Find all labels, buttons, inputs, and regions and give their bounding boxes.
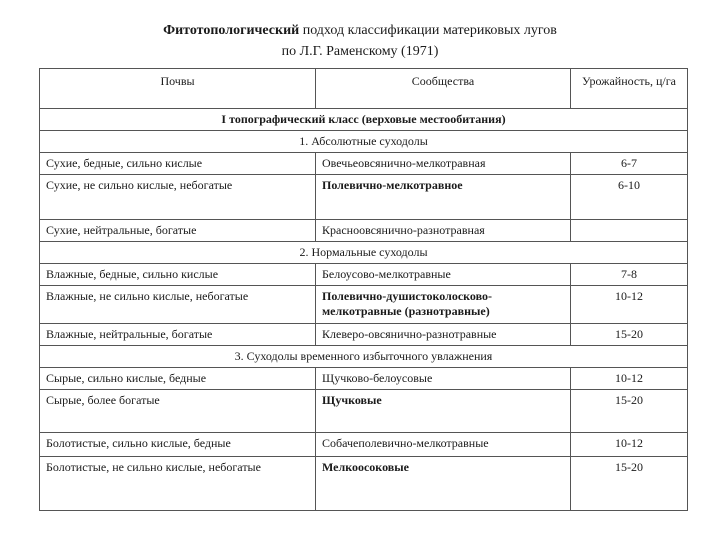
community-cell: Мелкоосоковые — [316, 457, 571, 511]
community-cell: Щучково-белоусовые — [316, 368, 571, 390]
table-row — [40, 457, 688, 511]
section-row — [40, 131, 688, 153]
soil-cell: Влажные, нейтральные, богатые — [40, 324, 316, 346]
community-cell: Овечьеовсянично-мелкотравная — [316, 153, 571, 175]
soil-cell: Болотистые, сильно кислые, бедные — [40, 433, 316, 457]
section-title: 3. Суходолы временного избыточного увлажнения — [40, 346, 688, 368]
community-cell: Белоусово-мелкотравные — [316, 264, 571, 286]
classification-table — [39, 68, 688, 511]
yield-cell: 6-7 — [571, 153, 688, 175]
table-row — [40, 153, 688, 175]
table-row — [40, 324, 688, 346]
section-row — [40, 346, 688, 368]
soil-cell: Влажные, бедные, сильно кислые — [40, 264, 316, 286]
yield-cell: 10-12 — [571, 368, 688, 390]
section-title: 1. Абсолютные суходолы — [40, 131, 688, 153]
table-row — [40, 220, 688, 242]
soil-cell: Сухие, нейтральные, богатые — [40, 220, 316, 242]
table-row — [40, 264, 688, 286]
soil-cell: Сухие, бедные, сильно кислые — [40, 153, 316, 175]
community-cell: Собачеполевично-мелкотравные — [316, 433, 571, 457]
document-title — [0, 20, 720, 62]
header-communities: Сообщества — [316, 69, 571, 109]
community-cell: Щучковые — [316, 390, 571, 433]
class-row — [40, 109, 688, 131]
table-row — [40, 390, 688, 433]
yield-cell: 7-8 — [571, 264, 688, 286]
community-cell: Полевично-мелкотравное — [316, 175, 571, 220]
soil-cell: Влажные, не сильно кислые, небогатые — [40, 286, 316, 324]
yield-cell: 10-12 — [571, 433, 688, 457]
yield-cell: 10-12 — [571, 286, 688, 324]
yield-cell — [571, 220, 688, 242]
table-row — [40, 433, 688, 457]
table-row — [40, 368, 688, 390]
community-cell: Красноовсянично-разнотравная — [316, 220, 571, 242]
title-bold-word: Фитотопологический — [163, 23, 300, 38]
title-line-2: по Л.Г. Раменскому (1971) — [281, 44, 439, 59]
soil-cell: Сырые, сильно кислые, бедные — [40, 368, 316, 390]
class-title: I топографический класс (верховые местообитания) — [40, 109, 688, 131]
title-rest: подход классификации материковых лугов — [299, 23, 557, 38]
section-row — [40, 242, 688, 264]
soil-cell: Сырые, более богатые — [40, 390, 316, 433]
section-title: 2. Нормальные суходолы — [40, 242, 688, 264]
yield-cell: 15-20 — [571, 324, 688, 346]
header-soils: Почвы — [40, 69, 316, 109]
yield-cell: 15-20 — [571, 457, 688, 511]
soil-cell: Сухие, не сильно кислые, небогатые — [40, 175, 316, 220]
community-cell: Полевично-душистоколосково-мелкотравные (разнотравные) — [316, 286, 571, 324]
yield-cell: 6-10 — [571, 175, 688, 220]
community-cell: Клеверо-овсянично-разнотравные — [316, 324, 571, 346]
yield-cell: 15-20 — [571, 390, 688, 433]
table-row — [40, 175, 688, 220]
header-row — [40, 69, 688, 109]
header-yield: Урожайность, ц/га — [571, 69, 688, 109]
table-row — [40, 286, 688, 324]
title-line-1 — [0, 20, 720, 41]
soil-cell: Болотистые, не сильно кислые, небогатые — [40, 457, 316, 511]
